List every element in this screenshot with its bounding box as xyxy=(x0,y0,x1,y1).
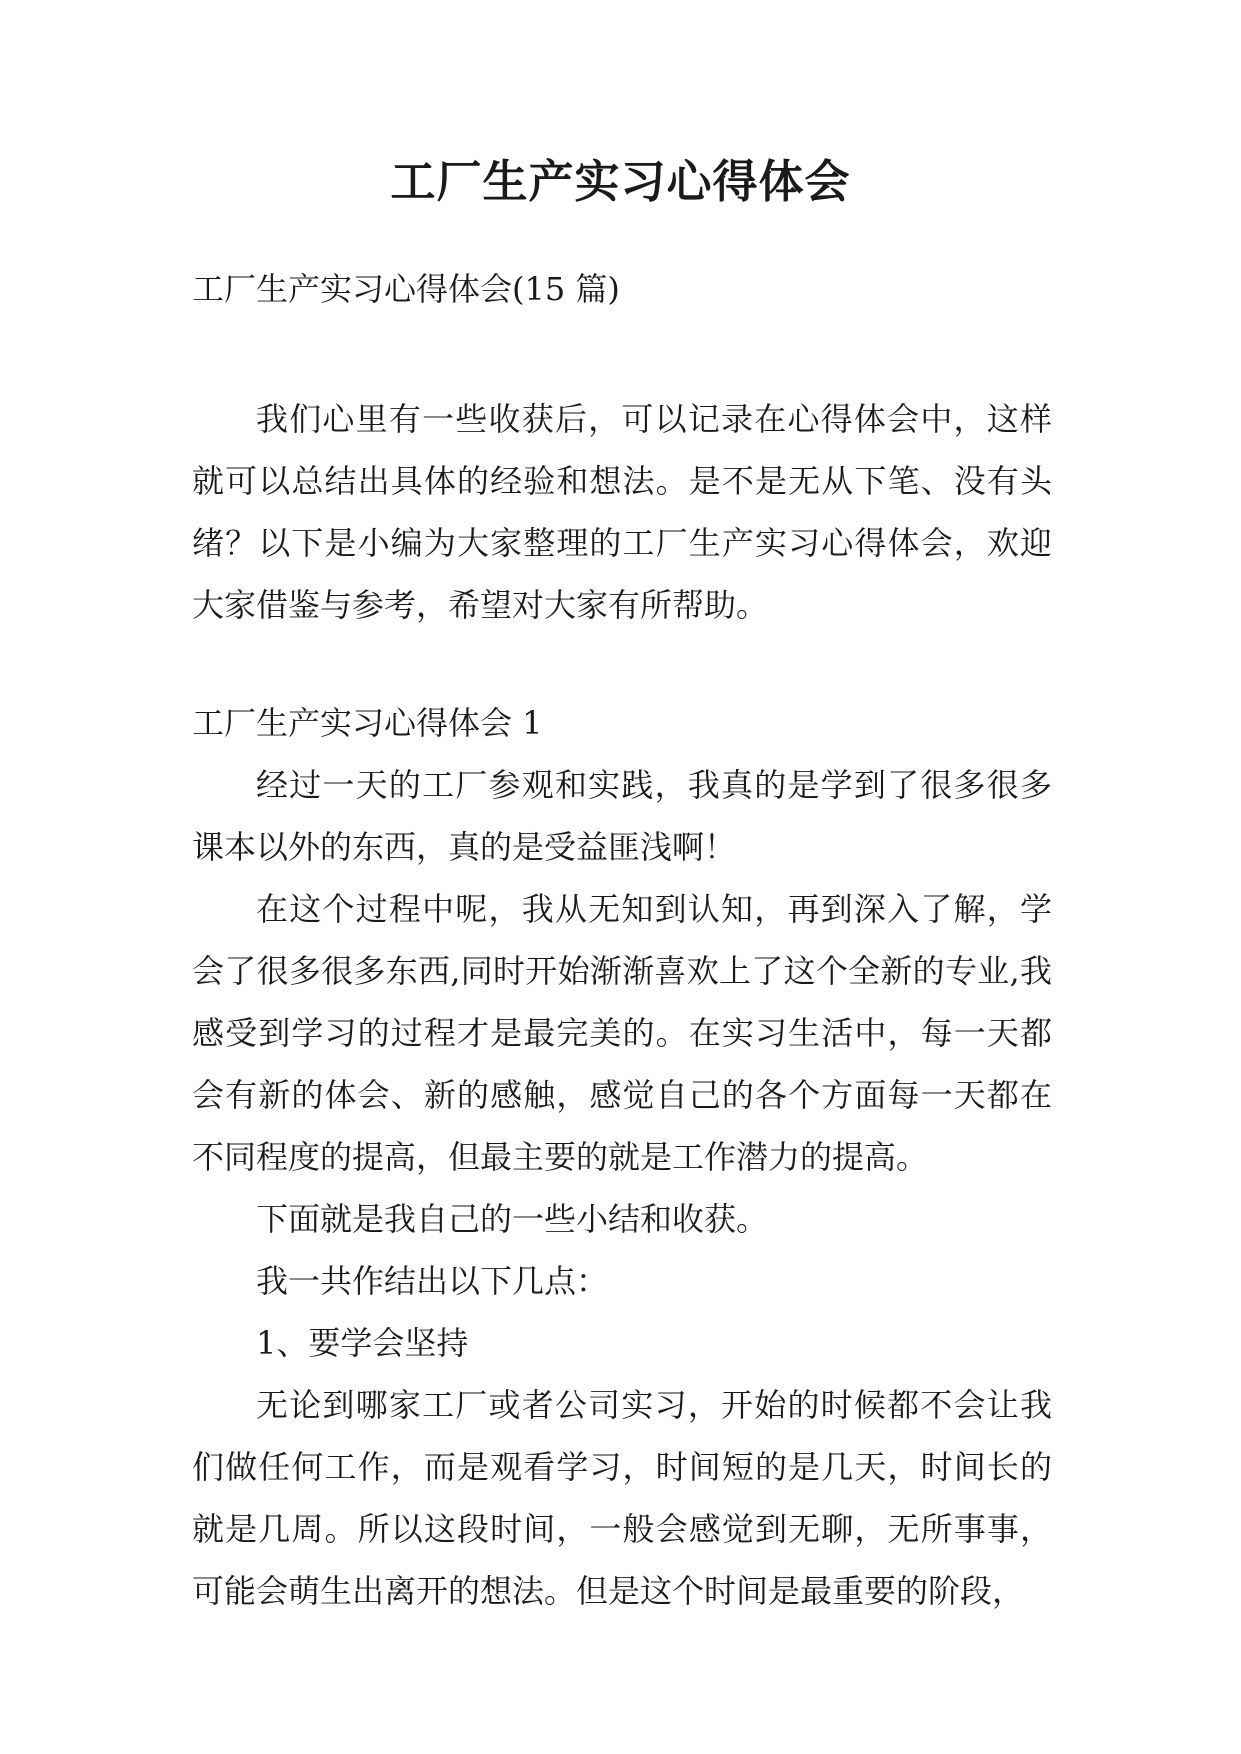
document-title: 工厂生产实习心得体会 xyxy=(390,155,851,208)
list-heading: 1、要学会坚持 xyxy=(256,1324,469,1362)
intro-paragraph: 我们心里有一些收获后，可以记录在心得体会中，这样就可以总结出具体的经验和想法。是不是无从下笔、没有头绪？以下是小编为大家整理的工厂生产实习心得体会，欢迎大家借鉴与参考，希望对大家有所帮助。 xyxy=(192,400,1052,624)
body-paragraph: 经过一天的工厂参观和实践，我真的是学到了很多很多课本以外的东西，真的是受益匪浅啊！ xyxy=(192,766,1052,866)
document-body xyxy=(192,258,1052,1622)
section-heading: 工厂生产实习心得体会 1 xyxy=(192,704,543,742)
body-paragraph: 下面就是我自己的一些小结和收获。 xyxy=(256,1200,769,1238)
body-paragraph: 在这个过程中呢，我从无知到认知，再到深入了解，学会了很多很多东西,同时开始渐渐喜欢上了这个全新的专业,我感受到学习的过程才是最完美的。在实习生活中，每一天都会有新的体会、新的感触，感觉自己的各个方面每一天都在不同程度的提高，但最主要的就是工作潜力的提高。 xyxy=(192,890,1052,1176)
document-subtitle: 工厂生产实习心得体会(15 篇) xyxy=(192,270,620,308)
body-paragraph: 我一共作结出以下几点： xyxy=(256,1262,609,1300)
body-paragraph: 无论到哪家工厂或者公司实习，开始的时候都不会让我们做任何工作，而是观看学习，时间短的是几天，时间长的就是几周。所以这段时间，一般会感觉到无聊，无所事事，可能会萌生出离开的想法。但是这个时间是最重要的阶段， xyxy=(192,1386,1052,1610)
